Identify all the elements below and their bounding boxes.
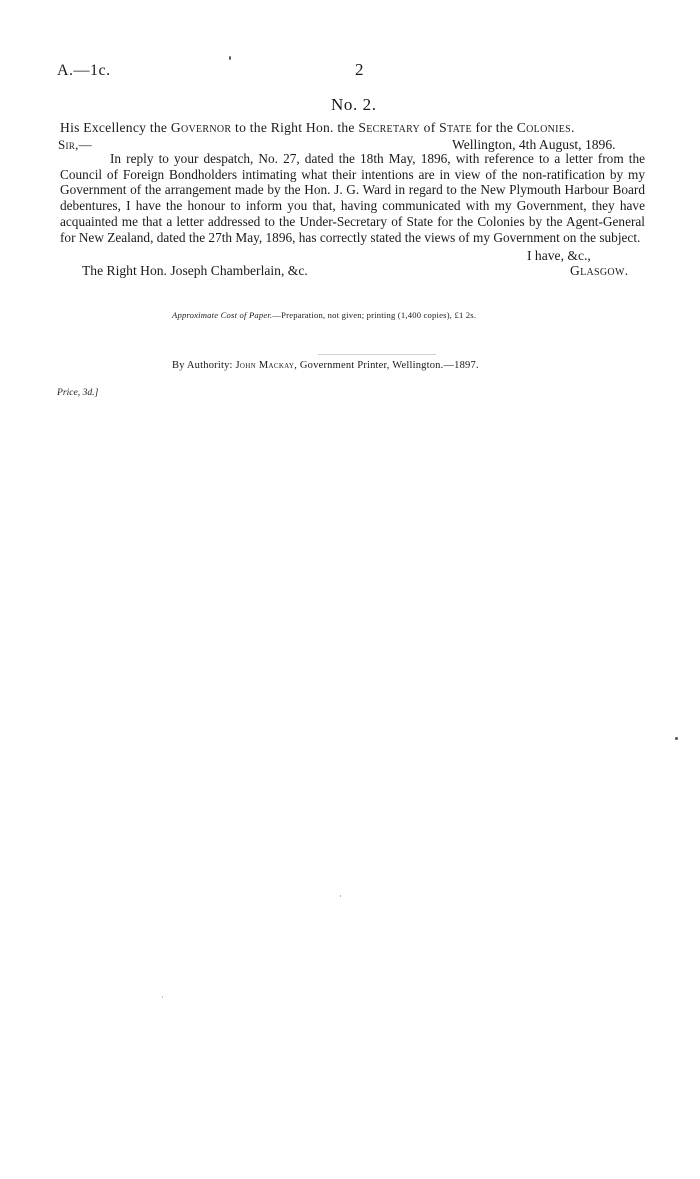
letter-heading: [60, 120, 575, 136]
heading-text: for the: [471, 120, 517, 135]
price: Price, 3d.]: [57, 387, 99, 398]
page-number: 2: [355, 60, 364, 79]
printer-name: John Mackay: [235, 360, 295, 371]
signature: Glasgow.: [570, 263, 629, 278]
heading-colonies: Colonies: [516, 120, 572, 135]
scan-speck: [340, 895, 341, 897]
heading-recipient: Secretary: [358, 120, 421, 135]
letter-body: In reply to your despatch, No. 27, dated the 18th May, 1896, with reference to a letter from the Council of Foreign Bondholders intimating what their intentions are in view of the non-ratification by my Government of the arrangement made by the Hon. J. G. Ward in regard to the New Plymouth Harbour Board debentures, I have the honour to inform you that, having communicated with my Government, they have acquainted me that a letter addressed to the Under-Secretary of State for the Colonies by the Agent-General for New Zealand, dated the 27th May, 1896, has correctly stated the views of my Government on the subject.: [60, 151, 645, 245]
cost-text: —Preparation, not given; printing (1,400 copies), £1 2s.: [272, 310, 477, 320]
scan-speck: [162, 996, 163, 998]
heading-text: to the Right Hon. the: [231, 120, 359, 135]
heading-text: of: [420, 120, 440, 135]
printer-imprint: [172, 360, 479, 371]
scan-speck: [675, 737, 678, 740]
addressee: The Right Hon. Joseph Chamberlain, &c.: [82, 263, 308, 278]
heading-text: His Excellency the: [60, 120, 171, 135]
separator-rule: [318, 354, 436, 355]
cost-of-paper-line: [172, 310, 476, 320]
scan-speck: [229, 56, 231, 60]
heading-text: .: [571, 120, 575, 135]
printer-prefix: By Authority:: [172, 360, 236, 371]
salutation: Sir,—: [58, 137, 92, 152]
heading-state: State: [439, 120, 472, 135]
document-number: No. 2.: [331, 95, 377, 114]
printer-suffix: , Government Printer, Wellington.—1897.: [294, 360, 479, 371]
closing: I have, &c.,: [527, 248, 591, 263]
place-and-date: Wellington, 4th August, 1896.: [452, 137, 616, 152]
cost-label: Approximate Cost of Paper.: [172, 310, 273, 320]
heading-sender: Governor: [170, 120, 232, 135]
page-reference: A.—1c.: [57, 62, 111, 79]
